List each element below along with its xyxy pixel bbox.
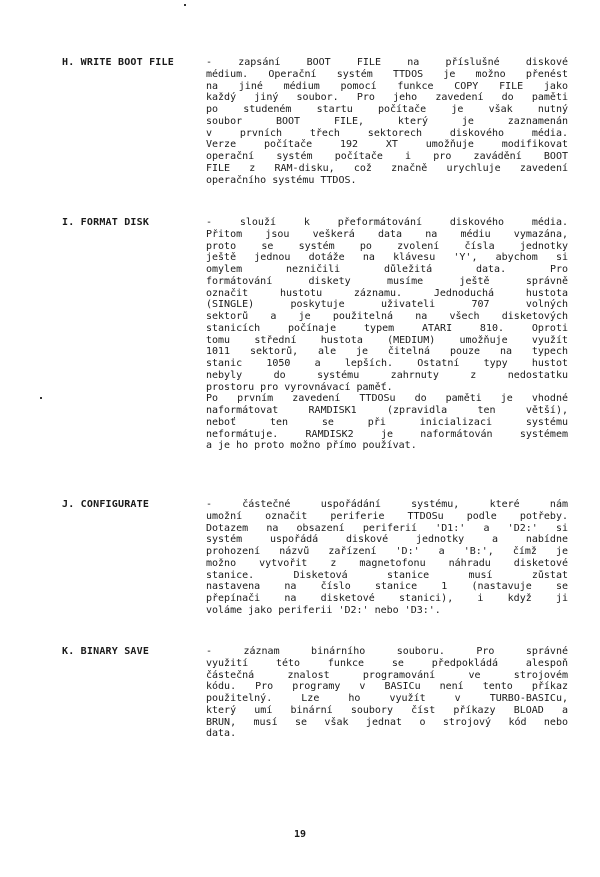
speck-mark — [184, 4, 186, 6]
text-line: BRUN, musí se však jednat o strojový kód nebo — [206, 716, 568, 728]
text-line: - záznam binárního souboru. Pro správné — [206, 646, 568, 657]
text-line: proto se systém po zvolení čísla jednotky — [206, 240, 568, 252]
text-line: stanicích počínaje typem ATARI 810. Oproti — [206, 322, 568, 334]
text-line: data. — [206, 728, 237, 740]
entry-term: H. WRITE BOOT FILE — [62, 57, 174, 68]
entry-term: J. CONFIGURATE — [62, 499, 150, 510]
text-line: tomu střední hustota (MEDIUM) umožňuje využít — [206, 334, 568, 346]
page-number: 19 — [293, 829, 307, 840]
text-line: prohození názvů zařízení 'D:' a 'B:', čímž je — [206, 546, 568, 557]
entry-term: K. BINARY SAVE — [62, 646, 150, 657]
text-line: který umí binární soubory číst příkazy BLOAD a — [206, 704, 568, 716]
text-line: systém uspořádá diskové jednotky a nabídne — [206, 534, 568, 546]
text-line: 1011 sektorů, ale je čitelná pouze na typech — [206, 346, 568, 358]
text-line: použitelný. Lze ho využít v TURBO-BASICu, — [206, 693, 568, 704]
entry-description — [206, 217, 568, 452]
text-line: umožní označit periferie TTDOSu podle potřeby. — [206, 510, 568, 522]
text-line: nebyly do systému zahrnuty z nedostatku — [206, 369, 568, 381]
text-line: médium. Operační systém TTDOS je možno přenést — [206, 68, 568, 80]
text-line: nastavena na číslo stanice 1 (nastavuje se — [206, 581, 568, 593]
text-line: označit hustotu záznamu. Jednoduchá hustota — [206, 287, 568, 299]
text-line: sektorů a je použitelná na všech disketových — [206, 311, 568, 322]
text-line: FILE z RAM-disku, což značně urychluje zavedení — [206, 162, 568, 174]
text-line: Dotazem na obsazení periferií 'D1:' a 'D2:' si — [206, 522, 568, 534]
text-line: omylem nezničili důležitá data. Pro — [206, 264, 568, 275]
entry-description — [206, 57, 568, 186]
entry-description — [206, 499, 568, 617]
text-line: - částečné uspořádání systému, které nám — [206, 499, 568, 510]
text-line: Po prvním zavedení TTDOSu do paměti je vhodné — [206, 393, 568, 405]
text-line: každý jiný soubor. Pro jeho zavedení do paměti — [206, 92, 568, 104]
text-line: přepínači na disketové stanici), i když ji — [206, 593, 568, 604]
text-line: možno vytvořit z magnetofonu náhradu disketové — [206, 557, 568, 569]
speck-mark — [40, 397, 42, 399]
text-line: prostoru pro vyrovnávací paměť. — [206, 381, 393, 393]
text-line: - slouží k přeformátování diskového média. — [206, 217, 568, 228]
text-line: Verze počítače 192 XT umožňuje modifikovat — [206, 139, 568, 151]
entry-description — [206, 646, 568, 740]
text-line: formátování diskety musíme ještě správně — [206, 275, 568, 287]
text-line: neboť ten se při inicializaci systému — [206, 416, 568, 428]
text-line: neformátuje. RAMDISK2 je naformátován systémem — [206, 428, 568, 440]
text-line: voláme jako periferii 'D2:' nebo 'D3:'. — [206, 604, 441, 616]
text-line: soubor BOOT FILE, který je zaznamenán — [206, 115, 568, 127]
text-line: naformátovat RAMDISK1 (zpravidla ten větší), — [206, 405, 568, 416]
text-line: stanic 1050 a lepších. Ostatní typy hustot — [206, 358, 568, 369]
text-line: ještě jednou dotáže na klávesu 'Y', abychom si — [206, 252, 568, 264]
text-line: v prvních třech sektorech diskového média. — [206, 127, 568, 139]
text-line: - zapsání BOOT FILE na příslušné diskové — [206, 57, 568, 68]
text-line: na jiné médium pomocí funkce COPY FILE jako — [206, 80, 568, 92]
text-line: a je ho proto možno přímo používat. — [206, 440, 417, 452]
text-line: operační systém počítače i pro zavádění BOOT — [206, 151, 568, 162]
text-line: stanice. Disketová stanice musí zůstat — [206, 569, 568, 581]
text-line: kódu. Pro programy v BASICu není tento příkaz — [206, 681, 568, 693]
text-line: (SINGLE) poskytuje uživateli 707 volných — [206, 299, 568, 311]
text-line: po studeném startu počítače je však nutný — [206, 104, 568, 115]
text-line: využití této funkce se předpokládá alespoň — [206, 657, 568, 669]
text-line: částečná znalost programování ve strojovém — [206, 669, 568, 681]
text-line: Přitom jsou veškerá data na médiu vymazána, — [206, 228, 568, 240]
text-line: operačního systému TTDOS. — [206, 174, 357, 186]
entry-term: I. FORMAT DISK — [62, 217, 150, 228]
